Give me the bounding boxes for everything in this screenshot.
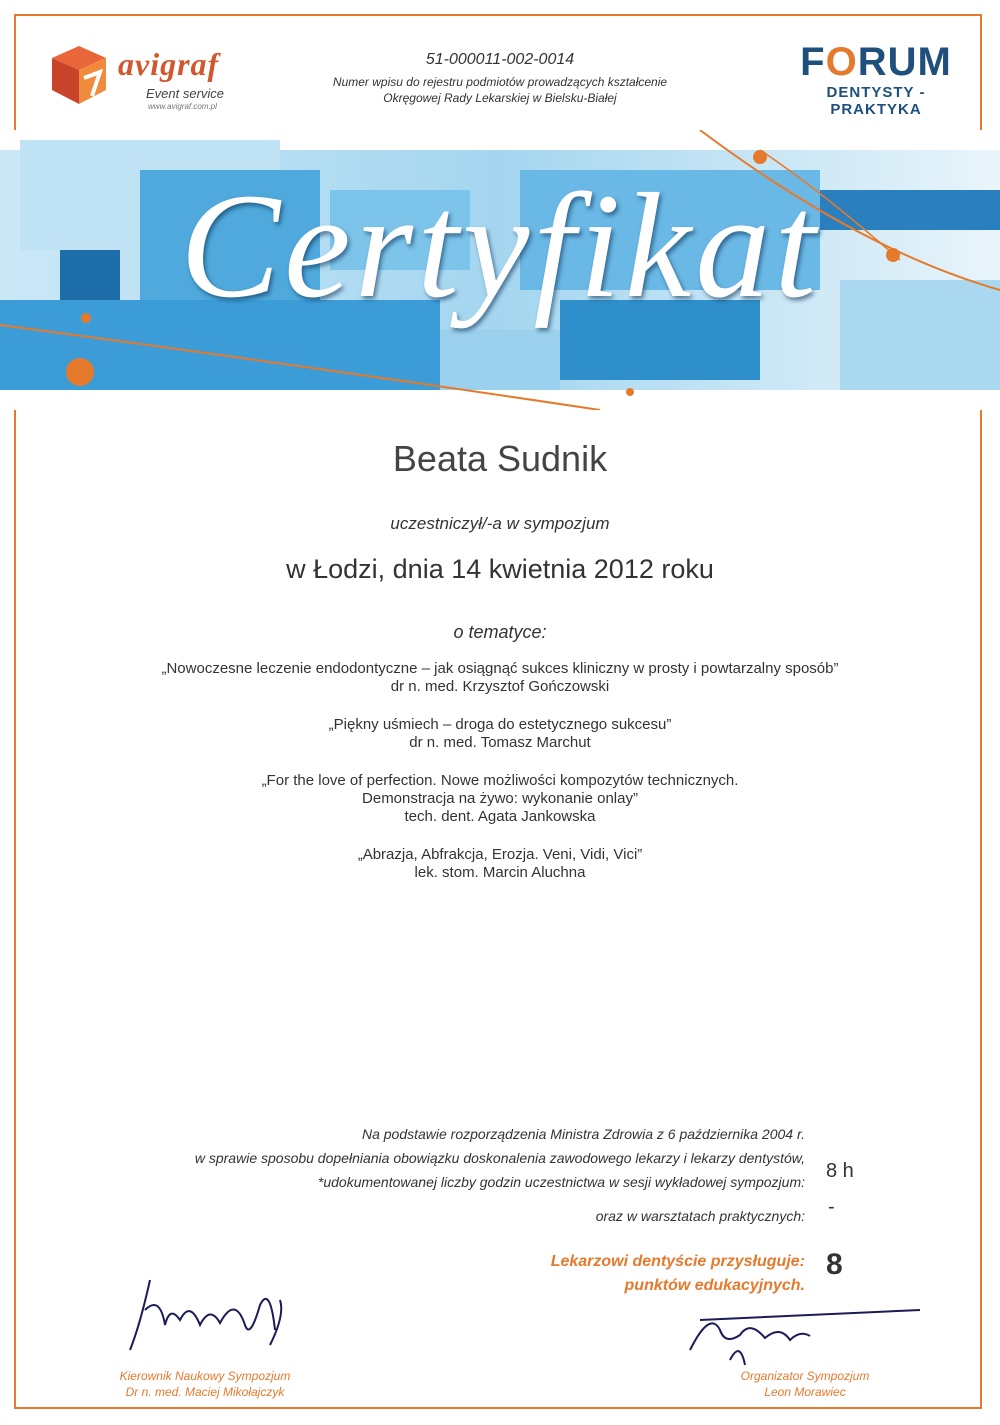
signature-left [110,1265,310,1375]
topic-speaker: dr n. med. Krzysztof Gończowski [390,678,610,695]
topic-speaker: lek. stom. Marcin Aluchna [414,864,586,881]
registration-number: 51-000011-002-0014 [425,51,575,68]
legal-line-1: Na podstawie rozporządzenia Ministra Zdrowia z 6 października 2004 r. [361,1126,805,1142]
points-label-line-1: Lekarzowi dentyście przysługuje: [550,1253,805,1270]
registration-block [300,52,700,106]
avigraf-url: www.avigraf.com.pl [148,102,217,111]
topic-title: „Abrazja, Abfrakcja, Erozja. Veni, Vidi, Vici” [357,846,643,863]
signatory-name: Dr n. med. Maciej Mikołajczyk [125,1385,285,1399]
signatory-role: Kierownik Naukowy Sympozjum [119,1369,291,1383]
points-label-line-2: punktów edukacyjnych. [624,1277,805,1294]
legal-line-3: *udokumentowanej liczby godzin uczestnictwa w sesji wykładowej sympozjum: [317,1174,805,1190]
forum-name-rum: RUM [857,40,952,84]
lecture-hours: 8 h [826,1160,854,1182]
topic-title: „For the love of perfection. Nowe możliwości kompozytów technicznych. [261,772,739,789]
topic-speaker: tech. dent. Agata Jankowska [404,808,596,825]
topic-heading: o tematyce: [453,622,547,642]
workshops-label: oraz w warsztatach praktycznych: [595,1208,805,1224]
avigraf-cube-icon [48,44,110,106]
registration-line-1: Numer wpisu do rejestru podmiotów prowadzących kształcenie [332,75,668,89]
education-points: 8 [826,1248,843,1281]
avigraf-brand-name: avigraf [118,46,220,82]
signatory-role: Organizator Sympozjum [740,1369,870,1383]
participant-name: Beata Sudnik [392,438,608,479]
place-date: w Łodzi, dnia 14 kwietnia 2012 roku [286,554,714,584]
tooth-icon: O [825,40,858,84]
topic-title: „Nowoczesne leczenie endodontyczne – jak osiągnąć sukces kliniczny w prosty i powtarzalny sposób” [161,660,839,677]
topic-title-continued: Demonstracja na żywo: wykonanie onlay” [362,790,638,807]
participation-text: uczestniczył/-a w sympozjum [390,514,610,533]
topics-list [0,660,1000,902]
topic-speaker: dr n. med. Tomasz Marchut [409,734,591,751]
signature-caption-right [690,1368,920,1400]
topic-item [0,846,1000,882]
registration-line-2: Okręgowej Rady Lekarskiej w Bielsku-Białej [383,91,617,105]
topic-item [0,660,1000,696]
topic-title: „Piękny uśmiech – droga do estetycznego sukcesu” [328,716,672,733]
certificate-title: Certyfikat [180,163,820,329]
forum-name [786,40,966,84]
signatory-name: Leon Morawiec [764,1385,846,1399]
avigraf-logo [48,40,268,130]
topic-item [0,772,1000,826]
forum-name-f: F [800,40,826,84]
signature-caption-left [90,1368,320,1400]
signature-right [670,1290,930,1380]
legal-line-2: w sprawie sposobu dopełniania obowiązku doskonalenia zawodowego lekarzy i lekarzy dentystów, [194,1150,805,1166]
topic-item [0,716,1000,752]
legal-basis [100,1122,805,1194]
forum-logo [786,40,966,118]
workshops-value: - [828,1196,835,1218]
forum-subtitle: DENTYSTY - PRAKTYKA [826,84,926,118]
avigraf-tagline: Event service [146,86,225,101]
